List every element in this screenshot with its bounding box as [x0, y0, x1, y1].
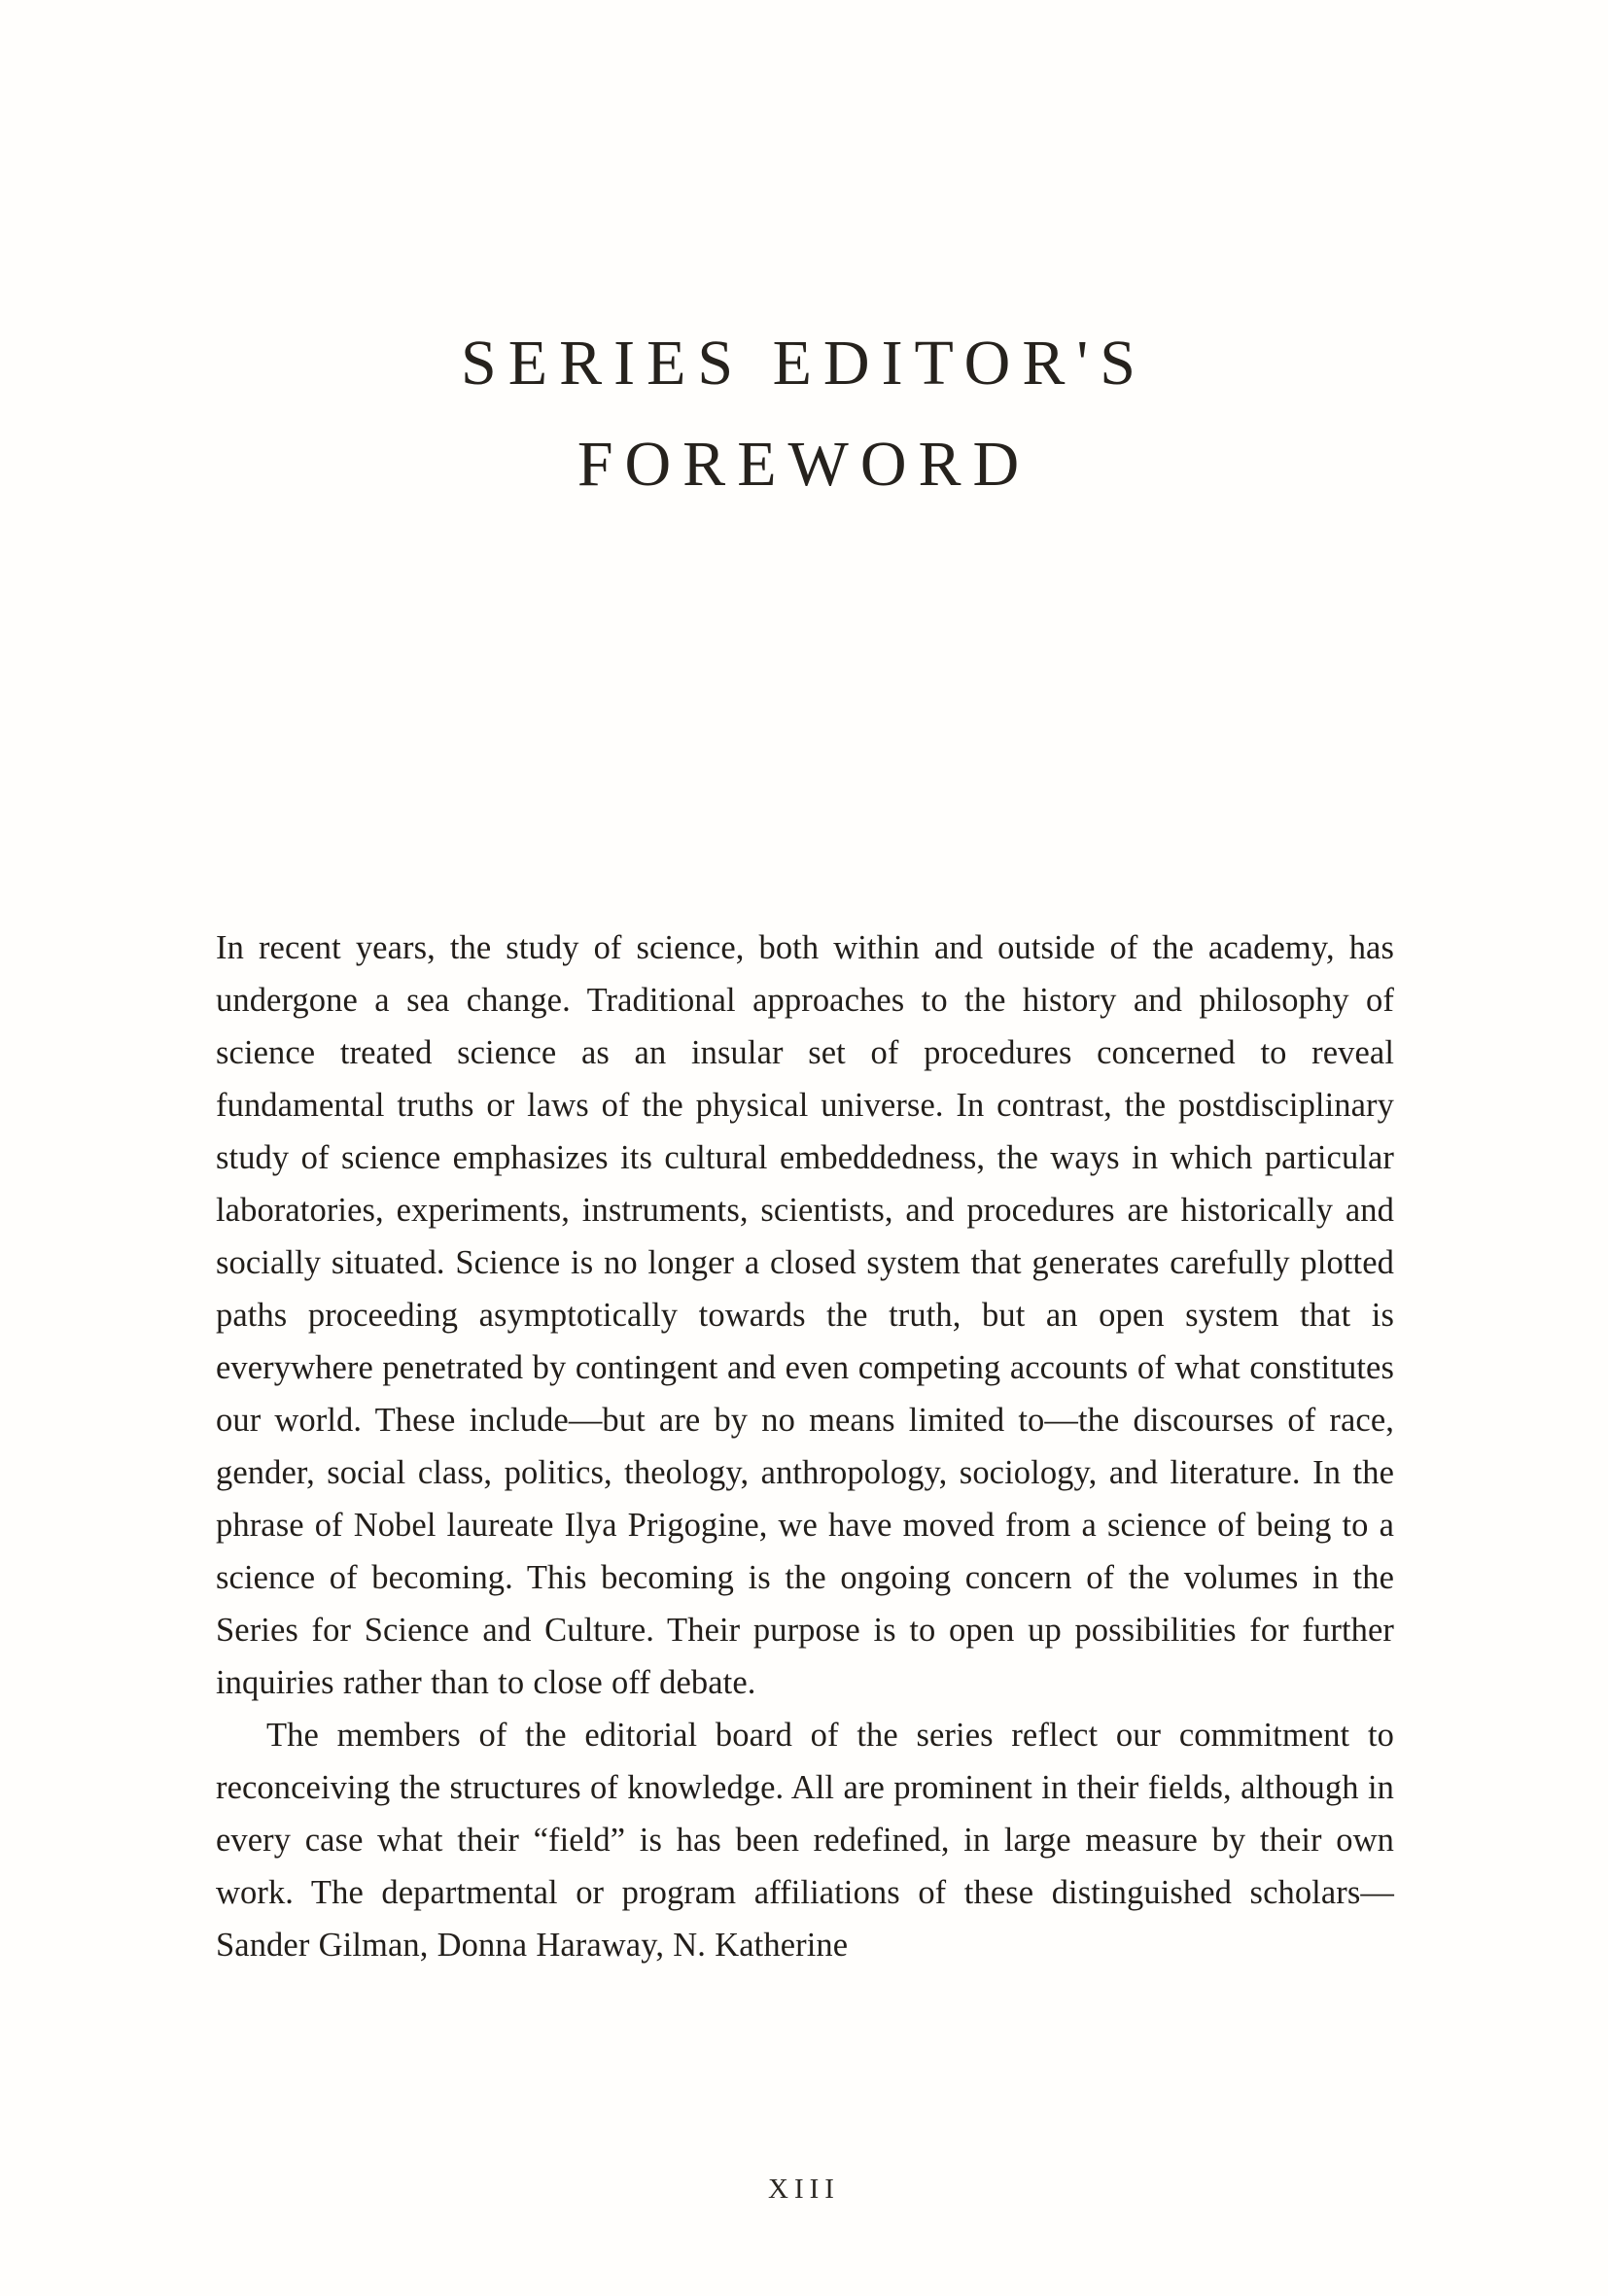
title-line-1: SERIES EDITOR'S — [461, 328, 1147, 399]
page-title — [0, 313, 1608, 515]
body-paragraph-1: In recent years, the study of science, both within and outside of the academy, has undergone a sea change. Traditional approaches to the history and philosophy of science treated science as an insular set of procedures concerned to reveal fundamental truths or laws of the physical universe. In contrast, the postdisciplinary study of science emphasizes its cultural embeddedness, the ways in which particular laboratories, experiments, instruments, scientists, and procedures are historically and socially situated. Science is no longer a closed system that generates carefully plotted paths proceeding asymptotically towards the truth, but an open system that is everywhere penetrated by contingent and even competing accounts of what constitutes our world. These include—but are by no means limited to—the discourses of race, gender, social class, politics, theology, anthropology, sociology, and literature. In the phrase of Nobel laureate Ilya Prigogine, we have moved from a science of being to a science of becoming. This becoming is the ongoing concern of the volumes in the Series for Science and Culture. Their purpose is to open up possibilities for further inquiries rather than to close off debate. — [216, 929, 1394, 1701]
body-text — [216, 922, 1394, 1971]
body-paragraph-2: The members of the editorial board of the series reflect our commitment to reconceiving the structures of knowledge. All are prominent in their fields, although in every case what their “field” is has been redefined, in large measure by their own work. The departmental or program affiliations of these distinguished scholars—Sander Gilman, Donna Haraway, N. Katherine — [216, 1717, 1394, 1964]
page-number: XIII — [768, 2174, 840, 2205]
title-line-2: FOREWORD — [577, 429, 1031, 500]
